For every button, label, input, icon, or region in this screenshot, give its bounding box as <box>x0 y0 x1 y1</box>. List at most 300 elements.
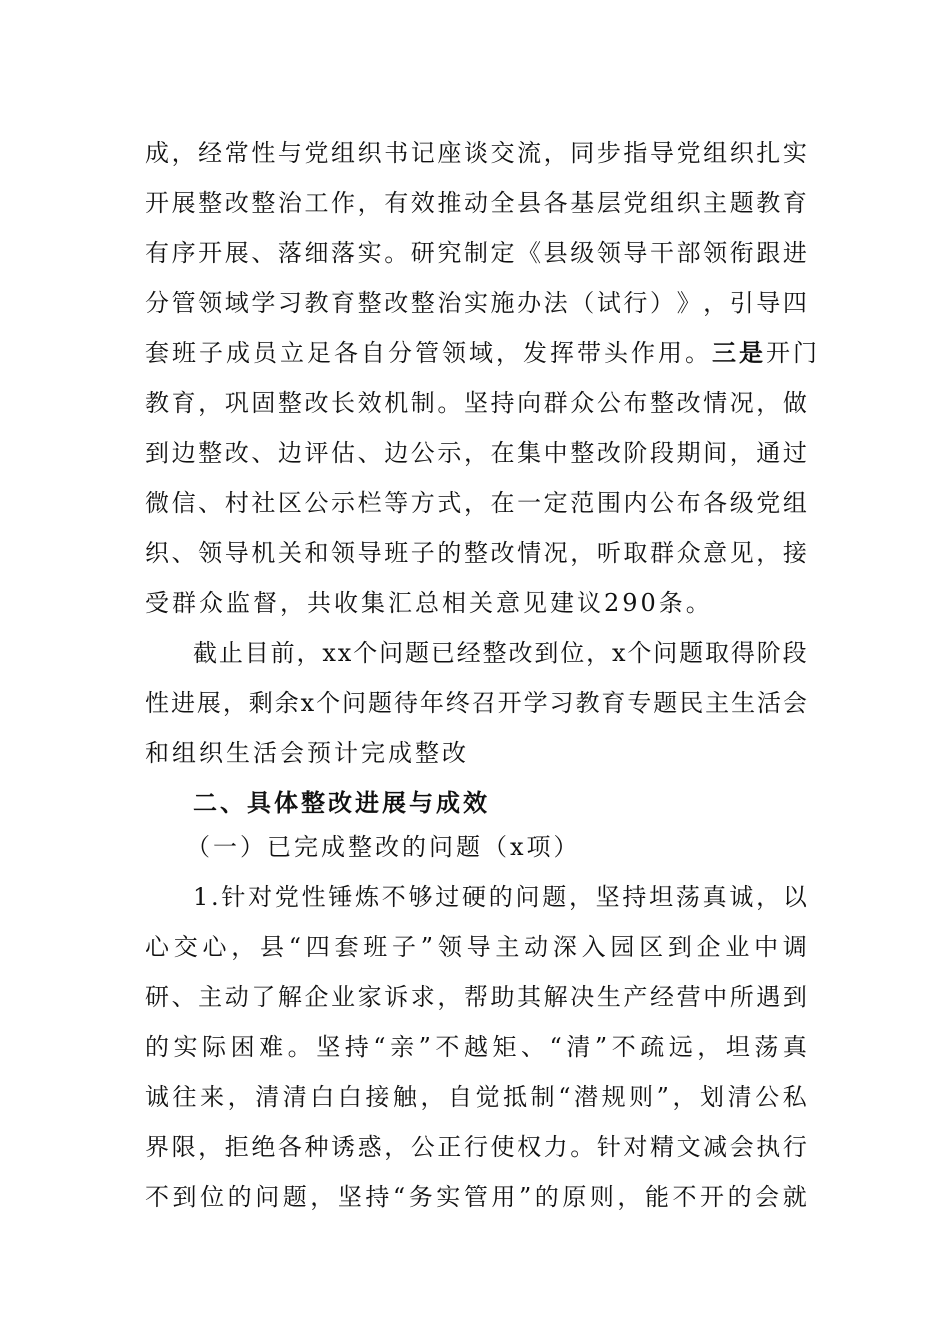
char: 围 <box>596 489 621 517</box>
char: 示 <box>331 489 356 517</box>
char: 清 <box>255 1083 280 1111</box>
char: ， <box>227 1083 252 1111</box>
char: 抵 <box>503 1083 528 1111</box>
char: 育 <box>782 189 807 217</box>
char: 性 <box>145 689 169 717</box>
char: 见 <box>729 539 754 567</box>
char: 公 <box>410 439 435 467</box>
char: 解 <box>543 983 568 1011</box>
char: 扎 <box>756 139 781 167</box>
char: 范 <box>570 489 595 517</box>
char: 正 <box>437 1133 462 1161</box>
char: 、 <box>171 983 196 1011</box>
char: 整 <box>198 189 223 217</box>
bold-lead-text: 三是 <box>712 339 766 367</box>
char: 制 <box>463 239 488 267</box>
char: 动 <box>224 983 249 1011</box>
char: 个 <box>627 639 652 667</box>
char: 过 <box>435 883 460 911</box>
char: 细 <box>304 239 329 267</box>
char: 改 <box>676 389 701 417</box>
char: 企 <box>696 933 721 961</box>
char: 诱 <box>331 1133 356 1161</box>
char: ， <box>586 639 611 667</box>
char: 意 <box>703 539 728 567</box>
char: “ <box>288 933 302 961</box>
char: ， <box>570 539 595 567</box>
char: 绝 <box>251 1133 276 1161</box>
char: 基 <box>570 189 595 217</box>
char: 划 <box>700 1083 725 1111</box>
paragraph-line <box>145 428 807 478</box>
char: 。 <box>570 1133 595 1161</box>
char: 主 <box>705 689 730 717</box>
char: 固 <box>251 389 276 417</box>
char: ， <box>384 1133 409 1161</box>
char: 权 <box>517 1133 542 1161</box>
char: 力 <box>543 1133 568 1161</box>
char: 开 <box>145 189 169 217</box>
char: 研 <box>145 983 169 1011</box>
char: ” <box>656 1083 669 1111</box>
char: 务 <box>408 1183 433 1211</box>
char: 业 <box>725 933 750 961</box>
char: 、 <box>198 489 223 517</box>
char: 题 <box>653 689 678 717</box>
paragraph-line <box>145 972 807 1022</box>
char: 的 <box>437 539 462 567</box>
char: 心 <box>202 933 227 961</box>
section-heading <box>193 778 807 828</box>
char: 组 <box>649 189 674 217</box>
char: 规 <box>601 1083 626 1111</box>
char: ， <box>420 1083 445 1111</box>
char: 得 <box>730 639 755 667</box>
char: 题 <box>679 639 704 667</box>
char: 教 <box>756 189 781 217</box>
char: 和 <box>304 539 329 567</box>
char: 困 <box>230 1033 255 1061</box>
char: ， <box>703 289 728 317</box>
char: 到 <box>782 983 807 1011</box>
char: 改 <box>224 189 249 217</box>
char: 领 <box>198 289 223 317</box>
char: 诚 <box>729 883 754 911</box>
char: 拒 <box>224 1133 249 1161</box>
char: 套 <box>334 933 359 961</box>
char: 园 <box>610 933 635 961</box>
char: 行 <box>463 1133 488 1161</box>
char: 群 <box>649 539 674 567</box>
char: 业 <box>331 983 356 1011</box>
char: ， <box>231 933 256 961</box>
char: 1 <box>193 883 209 911</box>
char: 一 <box>517 489 542 517</box>
char: 育 <box>171 389 196 417</box>
char: 则 <box>629 1083 654 1111</box>
char: 中 <box>543 439 568 467</box>
char: 况 <box>543 539 568 567</box>
char: 潜 <box>574 1083 599 1111</box>
paragraph-line <box>145 728 807 778</box>
char: 性 <box>301 883 326 911</box>
char: ， <box>437 983 462 1011</box>
char: 待 <box>393 689 418 717</box>
char: 中 <box>754 933 779 961</box>
char: 示 <box>437 439 462 467</box>
char: 域 <box>224 289 249 317</box>
char: 内 <box>623 489 648 517</box>
char: ， <box>617 1183 642 1211</box>
char: 引 <box>729 289 754 317</box>
char: 。 <box>437 389 462 417</box>
char: 会 <box>755 1183 780 1211</box>
char: 导 <box>224 539 249 567</box>
char: 目 <box>244 639 269 667</box>
char: 管 <box>171 289 196 317</box>
char: 际 <box>202 1033 227 1061</box>
char: 所 <box>729 983 754 1011</box>
char: 真 <box>702 883 727 911</box>
line-text: 开门 <box>766 339 820 367</box>
char: 个 <box>353 639 378 667</box>
char: 机 <box>251 539 276 567</box>
char: 遇 <box>756 983 781 1011</box>
char: 四 <box>305 933 330 961</box>
char: 整 <box>482 639 507 667</box>
char: 段 <box>782 639 807 667</box>
char: 够 <box>408 883 433 911</box>
char: ” <box>418 1033 431 1061</box>
char: 难 <box>259 1033 284 1061</box>
char: 改 <box>596 439 621 467</box>
char: 、 <box>171 539 196 567</box>
char: 各 <box>277 1133 302 1161</box>
char: 不 <box>145 1183 169 1211</box>
char: 段 <box>649 439 674 467</box>
char: 在 <box>490 489 515 517</box>
char: 营 <box>676 983 701 1011</box>
char: 全 <box>490 189 515 217</box>
char: 制 <box>530 1083 555 1111</box>
char: 主 <box>703 189 728 217</box>
char: 布 <box>676 489 701 517</box>
char: 专 <box>627 689 652 717</box>
char: 决 <box>570 983 595 1011</box>
char: 实 <box>173 1033 198 1061</box>
paragraph-line <box>145 922 807 972</box>
char: 炼 <box>355 883 380 911</box>
char: 公 <box>649 489 674 517</box>
char: 导 <box>649 139 674 167</box>
char: 的 <box>145 1033 169 1061</box>
paragraph-line <box>145 1122 807 1172</box>
char: 入 <box>581 933 606 961</box>
char: 行 <box>782 1133 807 1161</box>
char: 白 <box>337 1083 362 1111</box>
char: “ <box>558 1083 571 1111</box>
char: 真 <box>782 1033 807 1061</box>
char: 主 <box>198 983 223 1011</box>
char: 到 <box>534 639 559 667</box>
char: 帮 <box>463 983 488 1011</box>
char: 党 <box>676 139 701 167</box>
char: 荡 <box>675 883 700 911</box>
char: 展 <box>224 239 249 267</box>
char: 持 <box>622 883 647 911</box>
char: 的 <box>534 1183 559 1211</box>
char: 微 <box>145 489 169 517</box>
char: 疏 <box>640 1033 665 1061</box>
char: 深 <box>552 933 577 961</box>
char: 听 <box>596 539 621 567</box>
char: “ <box>373 1033 386 1061</box>
char: 效 <box>410 189 435 217</box>
char: 长 <box>331 389 356 417</box>
char: 整 <box>251 189 276 217</box>
char: 、 <box>521 1033 545 1061</box>
char: 织 <box>145 539 169 567</box>
char: 改 <box>508 639 533 667</box>
char: 衔 <box>729 239 754 267</box>
char: 布 <box>623 389 648 417</box>
paragraph-line <box>145 128 807 178</box>
paragraph-line <box>145 678 807 728</box>
line-text: 套班子成员立足各自分管领域，发挥带头作用。 <box>145 339 712 367</box>
char: 座 <box>437 139 462 167</box>
char: 同 <box>570 139 595 167</box>
char: 交 <box>490 139 515 167</box>
char: 性 <box>251 139 276 167</box>
char: 。 <box>287 1033 312 1061</box>
paragraph-line <box>145 228 807 278</box>
char: 展 <box>196 689 221 717</box>
char: 硬 <box>462 883 486 911</box>
char: ” <box>518 1183 532 1211</box>
char: 定 <box>490 239 515 267</box>
char: 领 <box>331 539 356 567</box>
char: 党 <box>623 189 648 217</box>
char: 班 <box>363 933 388 961</box>
subsection-heading <box>186 822 800 872</box>
char: 边 <box>384 439 409 467</box>
char: 持 <box>365 1183 390 1211</box>
paragraph-line <box>193 628 807 678</box>
char: 召 <box>471 689 496 717</box>
char: 边 <box>171 439 196 467</box>
char: 清 <box>566 1033 591 1061</box>
char: 干 <box>649 239 674 267</box>
char: 题 <box>542 883 567 911</box>
char: 位 <box>560 639 585 667</box>
char: 问 <box>653 639 678 667</box>
heading-text: 二、具体整改进展与成效 <box>193 789 490 817</box>
char: 取 <box>705 639 730 667</box>
char: 阶 <box>756 639 781 667</box>
char: “ <box>392 1183 406 1211</box>
char: ， <box>357 189 382 217</box>
char: 清 <box>727 1083 752 1111</box>
char: 经 <box>198 139 223 167</box>
char: 有 <box>145 239 169 267</box>
char: 心 <box>145 933 169 961</box>
char: 制 <box>410 389 435 417</box>
line-text: 和组织生活会预计完成整改 <box>145 739 469 767</box>
char: 领 <box>703 239 728 267</box>
char: ， <box>729 439 754 467</box>
char: 位 <box>200 1183 225 1211</box>
char: 坚 <box>595 883 620 911</box>
paragraph-line <box>145 1072 807 1122</box>
char: 县 <box>260 933 284 961</box>
char: 情 <box>517 539 542 567</box>
char: 经 <box>456 639 481 667</box>
char: 办 <box>517 289 542 317</box>
char: 四 <box>782 289 807 317</box>
char: ， <box>463 439 488 467</box>
char: 记 <box>410 139 435 167</box>
char: 分 <box>145 289 169 317</box>
char: 公 <box>755 1083 780 1111</box>
char: 改 <box>490 539 515 567</box>
char: 改 <box>224 439 249 467</box>
char: 导 <box>623 239 648 267</box>
char: 区 <box>639 933 664 961</box>
char: 则 <box>589 1183 614 1211</box>
char: 层 <box>596 189 621 217</box>
char: 作 <box>331 189 356 217</box>
char: 坚 <box>316 1033 341 1061</box>
char: 助 <box>490 983 515 1011</box>
char: 子 <box>392 933 417 961</box>
char: x <box>322 639 336 667</box>
char: 群 <box>543 389 568 417</box>
char: 进 <box>170 689 195 717</box>
char: 施 <box>490 289 515 317</box>
paragraph-line <box>193 872 807 922</box>
char: 的 <box>727 1183 752 1211</box>
char: ， <box>463 489 488 517</box>
char: 跟 <box>756 239 781 267</box>
char: 企 <box>304 983 329 1011</box>
char: 开 <box>198 239 223 267</box>
char: 巩 <box>224 389 249 417</box>
char: 针 <box>596 1133 621 1161</box>
char: 实 <box>463 289 488 317</box>
char: 问 <box>342 689 367 717</box>
paragraph-line <box>145 328 820 378</box>
char: 截 <box>193 639 217 667</box>
char: 信 <box>171 489 196 517</box>
char: 等 <box>384 489 409 517</box>
char: 不 <box>611 1033 636 1061</box>
char: 精 <box>649 1133 674 1161</box>
char: 估 <box>331 439 356 467</box>
char: 教 <box>304 289 329 317</box>
char: 取 <box>623 539 648 567</box>
char: 级 <box>570 239 595 267</box>
char: ） <box>649 289 674 317</box>
char: 织 <box>357 139 382 167</box>
char: ， <box>568 883 593 911</box>
char: 、 <box>251 439 276 467</box>
char: ， <box>672 1083 697 1111</box>
char: ， <box>310 1183 335 1211</box>
char: 整 <box>198 439 223 467</box>
paragraph-line <box>145 478 807 528</box>
paragraph-line <box>145 1172 807 1222</box>
char: 年 <box>419 689 444 717</box>
char: 工 <box>304 189 329 217</box>
char: 教 <box>575 689 600 717</box>
char: 解 <box>277 983 302 1011</box>
char: 整 <box>570 439 595 467</box>
char: 各 <box>703 489 728 517</box>
paragraph-line <box>145 1022 807 1072</box>
char: ， <box>756 883 781 911</box>
char: 谈 <box>463 139 488 167</box>
char: 界 <box>145 1133 169 1161</box>
char: 指 <box>623 139 648 167</box>
char: 白 <box>310 1083 335 1111</box>
char: 整 <box>463 539 488 567</box>
char: 级 <box>729 489 754 517</box>
char: 效 <box>357 389 382 417</box>
char: 实 <box>436 1183 461 1211</box>
char: 问 <box>379 639 404 667</box>
char: 交 <box>173 933 198 961</box>
char: 育 <box>601 689 626 717</box>
char: 整 <box>410 289 435 317</box>
char: “ <box>549 1033 562 1061</box>
char: 学 <box>523 689 548 717</box>
char: 开 <box>497 689 522 717</box>
char: 部 <box>676 239 701 267</box>
char: 各 <box>543 189 568 217</box>
char: 向 <box>517 389 542 417</box>
char: 通 <box>756 439 781 467</box>
char: 不 <box>435 1033 460 1061</box>
char: 整 <box>357 289 382 317</box>
char: 栏 <box>357 489 382 517</box>
char: 领 <box>198 539 223 567</box>
char: 落 <box>277 239 302 267</box>
char: 县 <box>517 189 542 217</box>
char: 针 <box>221 883 246 911</box>
char: 终 <box>445 689 470 717</box>
char: 书 <box>384 139 409 167</box>
char: 治 <box>277 189 302 217</box>
char: 学 <box>251 289 276 317</box>
char: 了 <box>251 983 276 1011</box>
paragraph-line <box>145 378 807 428</box>
char: 往 <box>172 1083 197 1111</box>
char: 动 <box>524 933 549 961</box>
char: 执 <box>756 1133 781 1161</box>
char: 落 <box>331 239 356 267</box>
char: 原 <box>562 1183 587 1211</box>
char: 止 <box>218 639 243 667</box>
char: 方 <box>410 489 435 517</box>
char: 接 <box>782 539 807 567</box>
char: 限 <box>171 1133 196 1161</box>
char: 经 <box>649 983 674 1011</box>
char: 边 <box>277 439 302 467</box>
char: 整 <box>277 389 302 417</box>
char: （ <box>570 289 595 317</box>
char: 育 <box>331 289 356 317</box>
char: 整 <box>649 389 674 417</box>
